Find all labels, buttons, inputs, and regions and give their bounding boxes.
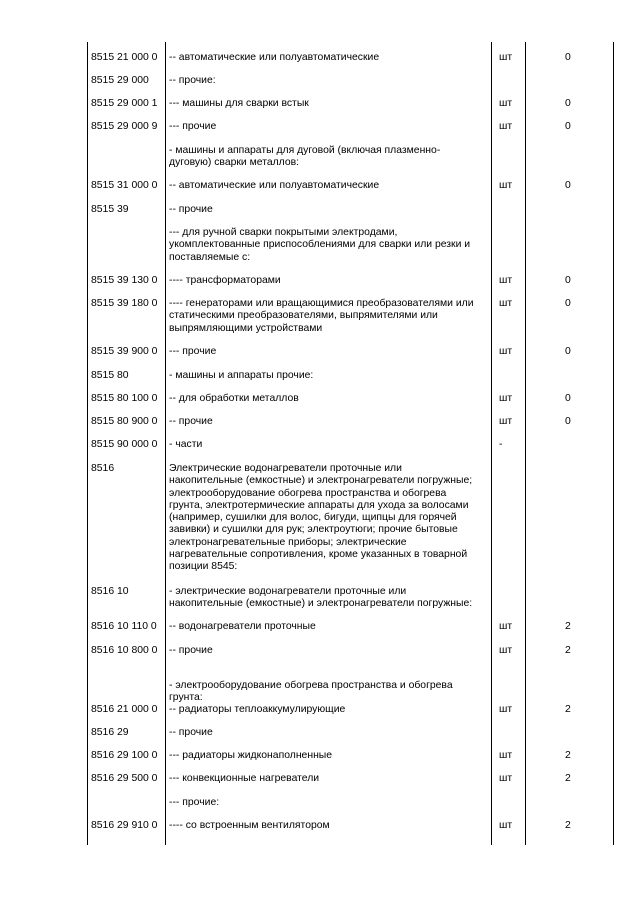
row-unit: - [499, 439, 503, 450]
row-code: 8515 80 900 0 [91, 416, 158, 427]
row-code: 8516 29 500 0 [91, 773, 158, 784]
row-rate: 0 [565, 393, 571, 404]
row-code: 8516 10 [91, 586, 129, 597]
row-rate: 0 [565, 52, 571, 63]
row-rate: 2 [565, 704, 571, 715]
row-description: -- автоматические или полуавтоматические [169, 180, 380, 191]
row-code: 8515 29 000 9 [91, 121, 158, 132]
row-unit: шт [499, 393, 513, 404]
row-code: 8516 10 110 0 [91, 621, 157, 632]
row-description: --- прочие: [169, 797, 220, 808]
row-description: -- водонагреватели проточные [169, 621, 316, 632]
row-description: - машины и аппараты для дуговой (включая плазменно- дуговую) сварки металлов: [169, 145, 441, 169]
row-description: Электрические водонагреватели проточные или накопительные (емкостные) и электронагреватели погружные; электрооборудование обогрева пространства и обогрева грунта, электротермические аппараты для ухода за волосами (например, сушилки для волос, бигуди, щипцы для горячей завивки) и сушилки для рук; электроутюги; прочие бытовые электронагревательные приборы; электрические нагревательные сопротивления, кроме указанных в товарной позиции 8545: [169, 463, 473, 573]
row-description: --- прочие [169, 121, 217, 132]
row-unit: шт [499, 121, 513, 132]
table-border-left [87, 42, 88, 845]
row-code: 8516 21 000 0 [91, 704, 158, 715]
row-rate: 0 [565, 298, 571, 309]
row-unit: шт [499, 52, 513, 63]
row-rate: 2 [565, 645, 571, 656]
row-rate: 0 [565, 416, 571, 427]
row-description: -- прочие [169, 727, 213, 738]
row-code: 8515 39 130 0 [91, 275, 158, 286]
row-rate: 0 [565, 275, 571, 286]
row-rate: 2 [565, 773, 571, 784]
row-code: 8516 10 800 0 [91, 645, 158, 656]
row-code: 8516 29 100 0 [91, 750, 158, 761]
row-rate: 0 [565, 121, 571, 132]
column-divider-unit [525, 42, 526, 845]
row-code: 8515 39 900 0 [91, 346, 158, 357]
row-code: 8515 39 [91, 204, 129, 215]
row-description: - электрооборудование обогрева пространства и обогрева грунта: [169, 680, 453, 704]
row-unit: шт [499, 346, 513, 357]
row-code: 8515 90 000 0 [91, 439, 158, 450]
row-code: 8515 31 000 0 [91, 180, 158, 191]
row-unit: шт [499, 180, 513, 191]
row-description: -- радиаторы теплоаккумулирующие [169, 704, 346, 715]
row-description: - части [169, 439, 203, 450]
row-description: - электрические водонагреватели проточные или накопительные (емкостные) и электронагреватели погружные: [169, 586, 473, 610]
row-rate: 2 [565, 621, 571, 632]
table-border-right [613, 42, 614, 845]
row-code: 8515 39 180 0 [91, 298, 158, 309]
row-code: 8515 80 100 0 [91, 393, 158, 404]
row-rate: 0 [565, 180, 571, 191]
row-code: 8516 29 [91, 727, 129, 738]
row-description: --- конвекционные нагреватели [169, 773, 320, 784]
row-code: 8515 29 000 1 [91, 98, 158, 109]
row-unit: шт [499, 820, 513, 831]
row-description: ---- генераторами или вращающимися преобразователями или статическими преобразователями, выпрямителями или выпрямляющими устройствами [169, 298, 474, 334]
row-description: - машины и аппараты прочие: [169, 370, 314, 381]
row-rate: 0 [565, 98, 571, 109]
row-description: -- прочие [169, 416, 213, 427]
row-unit: шт [499, 416, 513, 427]
column-divider-description [491, 42, 492, 845]
row-unit: шт [499, 98, 513, 109]
row-unit: шт [499, 750, 513, 761]
row-description: ---- со встроенным вентилятором [169, 820, 330, 831]
row-description: --- для ручной сварки покрытыми электродами, укомплектованные приспособлениями для сварки или резки и поставляемые с: [169, 227, 471, 263]
row-description: --- радиаторы жидконаполненные [169, 750, 333, 761]
row-rate: 2 [565, 750, 571, 761]
row-description: -- прочие [169, 204, 213, 215]
row-code: 8515 80 [91, 370, 129, 381]
row-description: --- машины для сварки встык [169, 98, 309, 109]
row-unit: шт [499, 773, 513, 784]
row-unit: шт [499, 645, 513, 656]
row-rate: 2 [565, 820, 571, 831]
row-unit: шт [499, 704, 513, 715]
row-description: ---- трансформаторами [169, 275, 281, 286]
row-description: --- прочие [169, 346, 217, 357]
row-unit: шт [499, 621, 513, 632]
row-rate: 0 [565, 346, 571, 357]
column-divider-code [165, 42, 166, 845]
row-code: 8515 21 000 0 [91, 52, 158, 63]
row-description: -- прочие: [169, 75, 216, 86]
row-unit: шт [499, 298, 513, 309]
row-description: -- прочие [169, 645, 213, 656]
row-description: -- для обработки металлов [169, 393, 299, 404]
row-description: -- автоматические или полуавтоматические [169, 52, 380, 63]
row-code: 8516 29 910 0 [91, 820, 158, 831]
row-code: 8516 [91, 463, 115, 474]
row-unit: шт [499, 275, 513, 286]
row-code: 8515 29 000 [91, 75, 149, 86]
